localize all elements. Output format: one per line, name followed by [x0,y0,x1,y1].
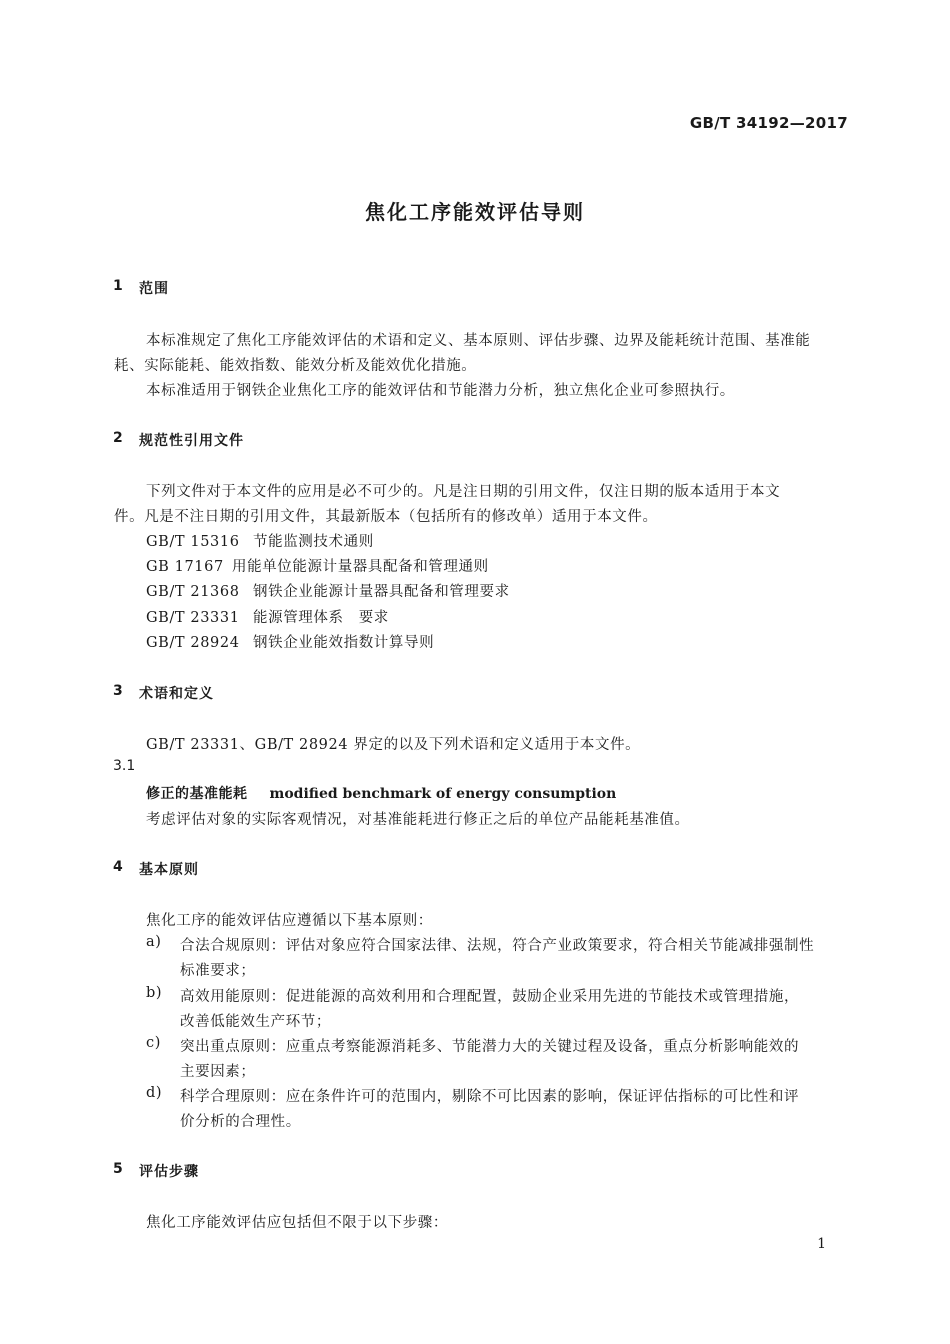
list-item-line-2: 主要因素； [180,1064,256,1080]
term-definition: 考虑评估对象的实际客观情况，对基准能耗进行修正之后的单位产品能耗基准值。 [146,812,690,828]
standard-number: GB/T 34192—2017 [689,114,848,132]
list-item-line-1: 突出重点原则：应重点考察能源消耗多、节能潜力大的关键过程及设备，重点分析影响能效的 [180,1039,800,1055]
section-5-heading: 评估步骤 [139,1164,199,1180]
section-2-heading: 规范性引用文件 [139,433,244,449]
list-item-line-1: 科学合理原则：应在条件许可的范围内，剔除不可比因素的影响，保证评估指标的可比性和评 [180,1089,800,1105]
page-number: 1 [817,1236,826,1252]
document-title: 焦化工序能效评估导则 [365,200,585,224]
section-5-number: 5 [113,1161,124,1177]
section-4-intro: 焦化工序的能效评估应遵循以下基本原则： [146,913,433,929]
section-1-paragraph-1-line-2: 耗、实际能耗、能效指数、能效分析及能效优化措施。 [114,358,477,374]
term-number: 3.1 [113,758,136,774]
section-5-intro: 焦化工序能效评估应包括但不限于以下步骤： [146,1215,448,1231]
section-2-paragraph-line-2: 件。凡是不注日期的引用文件，其最新版本（包括所有的修改单）适用于本文件。 [114,509,658,525]
reference-title: 钢铁企业能源计量器具配备和管理要求 [253,584,510,600]
reference-item [146,580,510,601]
reference-item [146,555,489,576]
list-marker: d) [146,1085,163,1101]
reference-code: GB/T 15316 [146,534,240,550]
reference-item [146,631,434,652]
list-item-line-2: 改善低能效生产环节； [180,1014,331,1030]
reference-title: 能源管理体系 要求 [253,610,389,626]
term-heading [146,783,616,803]
section-4-number: 4 [113,859,124,875]
section-1-paragraph-1-line-1: 本标准规定了焦化工序能效评估的术语和定义、基本原则、评估步骤、边界及能耗统计范围、基准能 [146,333,811,349]
reference-title: 节能监测技术通则 [253,534,374,550]
list-marker: a) [146,934,162,950]
list-item-line-1: 合法合规原则：评估对象应符合国家法律、法规，符合产业政策要求，符合相关节能减排强制性 [180,938,815,954]
reference-item [146,530,374,551]
reference-code: GB 17167 [146,559,224,575]
section-1-heading: 范围 [139,281,169,297]
reference-title: 用能单位能源计量器具配备和管理通则 [232,559,489,575]
section-3-paragraph: GB/T 23331、GB/T 28924 界定的以及下列术语和定义适用于本文件。 [146,737,641,753]
section-3-number: 3 [113,683,124,699]
section-2-paragraph-line-1: 下列文件对于本文件的应用是必不可少的。凡是注日期的引用文件，仅注日期的版本适用于本文 [146,484,781,500]
list-marker: c) [146,1035,161,1051]
section-4-heading: 基本原则 [139,862,199,878]
reference-code: GB/T 23331 [146,610,240,626]
section-1-paragraph-2: 本标准适用于钢铁企业焦化工序的能效评估和节能潜力分析，独立焦化企业可参照执行。 [146,383,735,399]
reference-code: GB/T 28924 [146,635,240,651]
list-marker: b) [146,985,163,1001]
reference-code: GB/T 21368 [146,584,240,600]
list-item-line-1: 高效用能原则：促进能源的高效利用和合理配置，鼓励企业采用先进的节能技术或管理措施， [180,989,800,1005]
reference-item [146,606,389,627]
section-3-heading: 术语和定义 [139,686,214,702]
section-2-number: 2 [113,430,124,446]
term-chinese: 修正的基准能耗 [146,786,248,802]
list-item-line-2: 价分析的合理性。 [180,1114,301,1130]
term-english: modified benchmark of energy consumption [269,786,617,802]
list-item-line-2: 标准要求； [180,963,256,979]
reference-title: 钢铁企业能效指数计算导则 [253,635,435,651]
section-1-number: 1 [113,278,124,294]
